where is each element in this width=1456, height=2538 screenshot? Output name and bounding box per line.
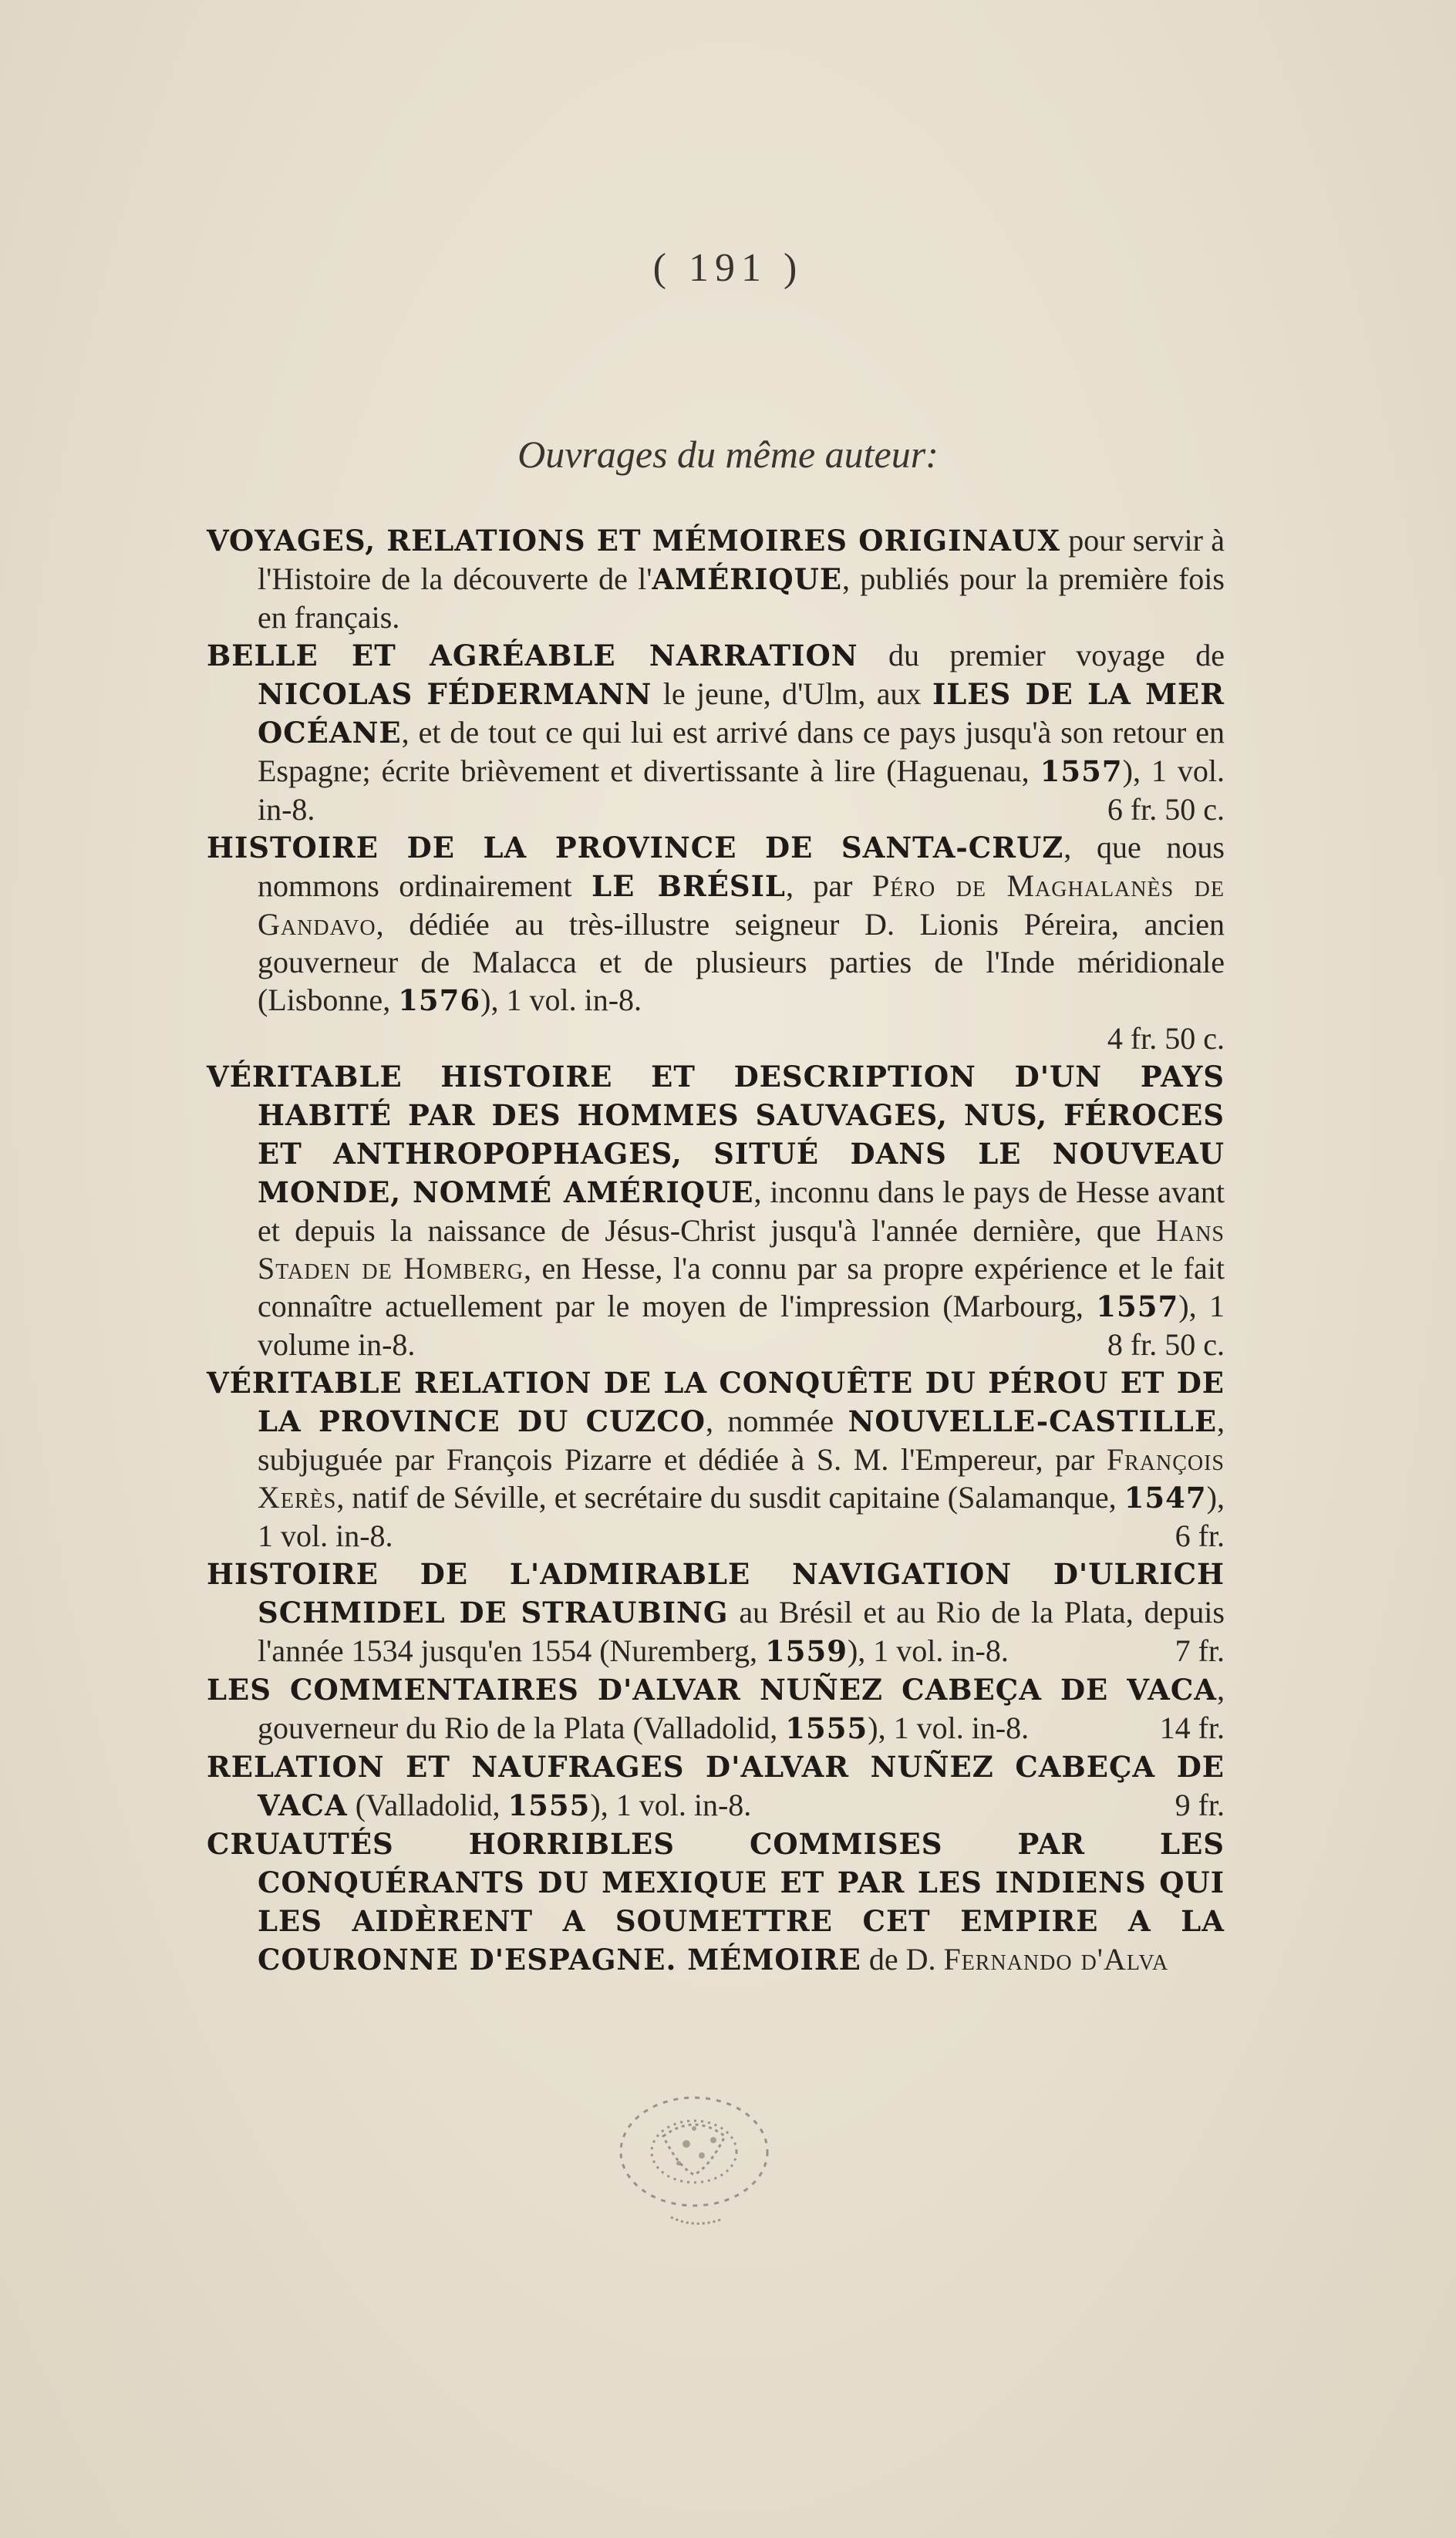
entry-text: , que nous nommons ordinairement (258, 830, 1225, 903)
entry-title: LES COMMENTAIRES D'ALVAR NUÑEZ CABEÇA DE VACA (207, 1673, 1217, 1707)
entry-text: , nommée (706, 1404, 848, 1438)
entry-text: ), 1 volume in-8. (258, 1289, 1225, 1362)
bibliography-list (207, 521, 1225, 1979)
entry-text: , dédiée au très-illustre seigneur D. Lionis Péreira, ancien gouverneur de Malacca et de plusieurs parties de l'Inde méridionale (Lisbonne, (258, 907, 1225, 1017)
entry-text: , en Hesse, l'a connu par sa propre expérience et le fait connaître actuellement par le moyen de l'impression (Marbourg, (258, 1251, 1225, 1323)
entry-year: 1576 (398, 983, 481, 1017)
entry-commentaires (207, 1670, 1225, 1748)
entry-text: , inconnu dans le pays de Hesse avant et depuis la naissance de Jésus-Christ jusqu'à l'année dernière, que (258, 1175, 1225, 1248)
entry-author: Péro de Maghalanès de Gandavo (258, 868, 1225, 942)
entry-text: ), 1 vol. in-8. (868, 1711, 1030, 1745)
entry-text: ), 1 vol. in-8. (258, 753, 1225, 827)
entry-title: NICOLAS FÉDERMANN (258, 677, 652, 711)
entry-title: AMÉRIQUE (652, 562, 843, 596)
entry-price: 4 fr. 50 c. (1107, 1021, 1225, 1056)
entry-perou (207, 1363, 1225, 1555)
entry-text: ), 1 vol. in-8. (590, 1788, 752, 1822)
entry-price: 9 fr. (1175, 1788, 1225, 1822)
page-number: ( 191 ) (652, 246, 804, 290)
entry-text: , natif de Séville, et secrétaire du susdit capitaine (Salamanque, (336, 1480, 1124, 1515)
entry-author: Hans Staden de Homberg (258, 1213, 1225, 1286)
entry-text: , subjuguée par François Pizarre et dédiée à S. M. l'Empereur, par (258, 1404, 1225, 1477)
entry-text: ), 1 vol. in-8. (847, 1633, 1009, 1668)
entry-year: 1559 (764, 1634, 848, 1668)
library-stamp-icon (586, 2082, 802, 2244)
entry-title: LE BRÉSIL (592, 869, 786, 903)
entry-year: 1557 (1096, 1289, 1179, 1323)
entry-text: ), 1 vol. in-8. (258, 1480, 1225, 1553)
entry-staden (207, 1057, 1225, 1363)
entry-text: le jeune, d'Ulm, aux (652, 676, 932, 711)
entry-title: CRUAUTÉS HORRIBLES COMMISES PAR LES CONQUÉRANTS DU MEXIQUE ET PAR LES INDIENS QUI LES AIDÈRENT A SOUMETTRE CET EMPIRE A LA COURONNE D'ESPAGNE. MÉMOIRE (207, 1827, 1225, 1977)
entry-price: 14 fr. (1159, 1711, 1225, 1745)
entry-title: RELATION ET NAUFRAGES D'ALVAR NUÑEZ CABEÇA DE VACA (207, 1750, 1225, 1822)
entry-price: 6 fr. 50 c. (1107, 792, 1225, 827)
entry-text: de D. (861, 1942, 944, 1977)
entry-title: VÉRITABLE RELATION DE LA CONQUÊTE DU PÉROU ET DE LA PROVINCE DU CUZCO (207, 1366, 1225, 1438)
entry-santa-cruz (207, 828, 1225, 1057)
entry-title: NOUVELLE-CASTILLE (848, 1404, 1218, 1438)
entry-text: pour servir à l'Histoire de la découverte de l' (258, 523, 1225, 596)
section-heading: Ouvrages du même auteur: (517, 433, 939, 476)
entry-title: BELLE ET AGRÉABLE NARRATION (207, 639, 858, 672)
entry-text: , publiés pour la première fois en français. (258, 561, 1225, 635)
entry-text: , par (785, 868, 872, 903)
entry-text: au Brésil et au Rio de la Plata, depuis l'année 1534 jusqu'en 1554 (Nuremberg, (258, 1595, 1225, 1668)
entry-text: , gouverneur du Rio de la Plata (Valladolid, (258, 1672, 1225, 1745)
entry-year: 1555 (507, 1788, 591, 1822)
entry-federmann (207, 636, 1225, 828)
entry-price: 6 fr. (1175, 1518, 1225, 1553)
entry-title: HISTOIRE DE LA PROVINCE DE SANTA-CRUZ (207, 831, 1064, 865)
entry-cruautes (207, 1825, 1225, 1979)
entry-naufrages (207, 1748, 1225, 1825)
entry-text: (Valladolid, (347, 1788, 508, 1822)
entry-price: 8 fr. 50 c. (1107, 1327, 1225, 1362)
entry-text: ), 1 vol. in-8. (480, 983, 642, 1017)
entry-author: François Xerès (258, 1442, 1225, 1515)
entry-title: VOYAGES, RELATIONS ET MÉMOIRES ORIGINAUX (207, 524, 1060, 558)
entry-title: HISTOIRE DE L'ADMIRABLE NAVIGATION D'ULRICH SCHMIDEL DE STRAUBING (207, 1557, 1225, 1630)
entry-schmidel (207, 1555, 1225, 1670)
entry-price: 7 fr. (1175, 1633, 1225, 1668)
entry-title: ILES DE LA MER OCÉANE (258, 677, 1225, 750)
entry-text: du premier voyage de (858, 638, 1225, 672)
entry-year: 1555 (785, 1711, 868, 1745)
entry-voyages-relations (207, 521, 1225, 636)
entry-year: 1557 (1040, 754, 1123, 788)
entry-text: , et de tout ce qui lui est arrivé dans ce pays jusqu'à son retour en Espagne; écrite brièvement et divertissante à lire (Haguenau, (258, 715, 1225, 788)
entry-author: Fernando d'Alva (943, 1942, 1169, 1977)
entry-title: VÉRITABLE HISTOIRE ET DESCRIPTION D'UN PAYS HABITÉ PAR DES HOMMES SAUVAGES, NUS, FÉROCES ET ANTHROPOPHAGES, SITUÉ DANS LE NOUVEAU MONDE, NOMMÉ AMÉRIQUE (207, 1060, 1225, 1209)
entry-year: 1547 (1124, 1481, 1207, 1515)
